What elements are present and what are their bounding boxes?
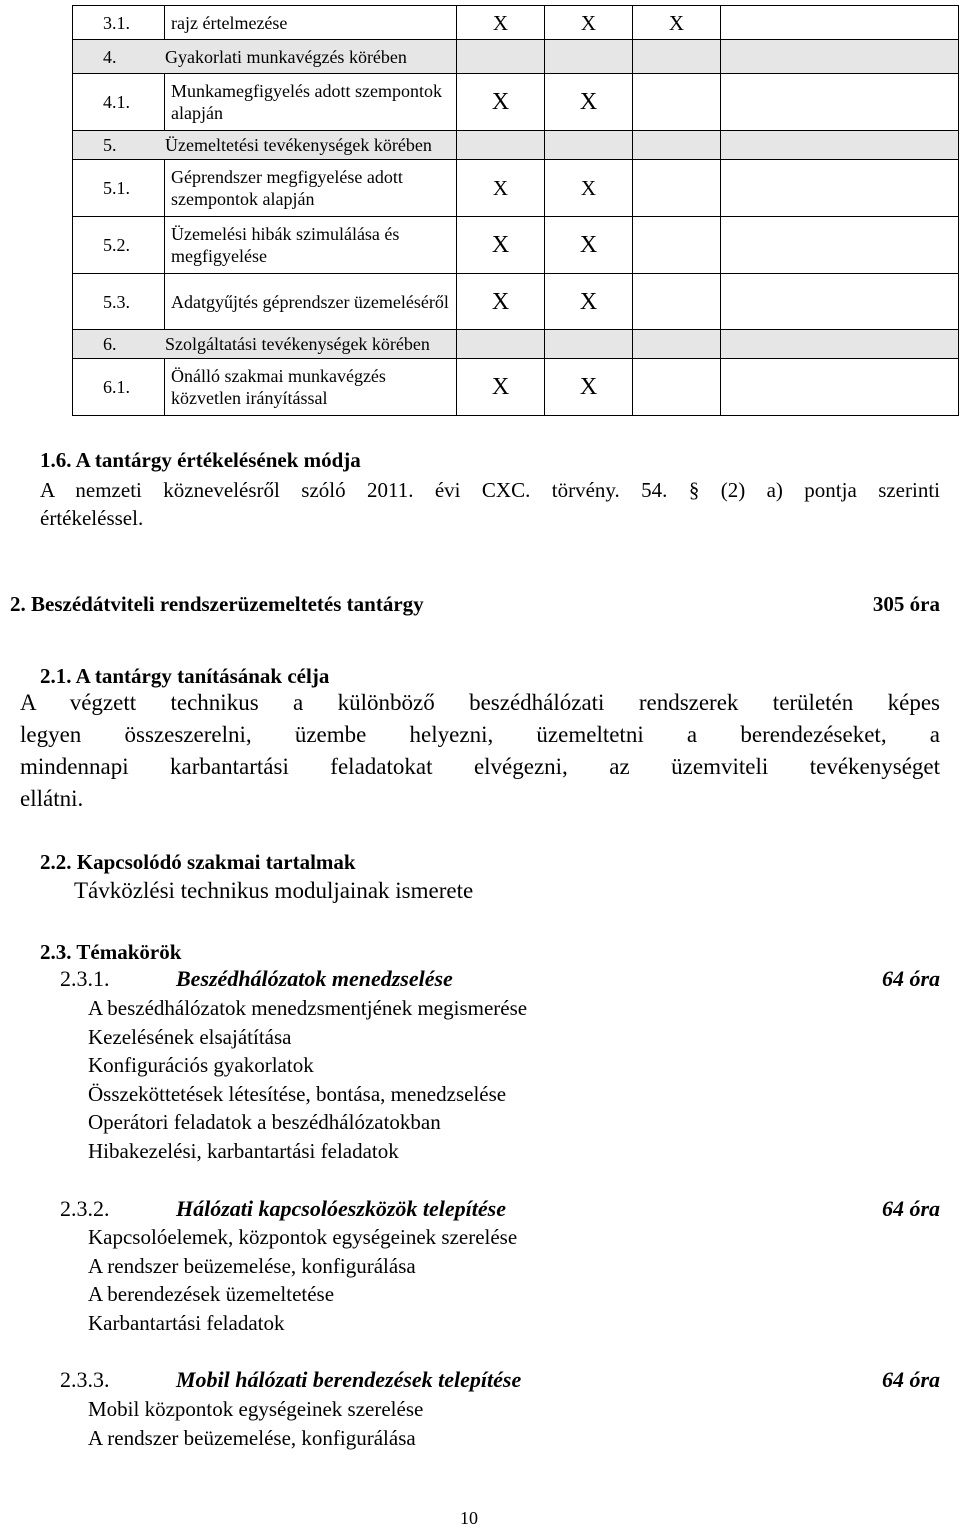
mark-cell <box>633 74 721 131</box>
evaluation-heading: 1.6. A tantárgy értékelésének módja <box>40 448 361 472</box>
table-section-row <box>73 131 959 160</box>
mark-cell <box>721 160 959 217</box>
subject-hours: 305 óra <box>872 592 940 616</box>
list-item: Konfigurációs gyakorlatok <box>88 1053 314 1078</box>
mark-cell <box>633 274 721 330</box>
goal-text-line: A végzett technikus a különböző beszédhálózati rendszerek területén képes <box>20 690 940 715</box>
competency-table <box>72 5 959 416</box>
row-label: Üzemelési hibák szimulálása és megfigyelése <box>165 217 457 274</box>
mark-cell: X <box>457 274 545 330</box>
mark-cell: X <box>545 359 633 416</box>
row-label: Adatgyűjtés géprendszer üzemeléséről <box>165 274 457 330</box>
subject-heading: 2. Beszédátviteli rendszerüzemeltetés tantárgy <box>10 592 424 616</box>
mark-cell <box>721 217 959 274</box>
row-number: 6.1. <box>73 359 165 416</box>
list-item: A berendezések üzemeltetése <box>88 1282 335 1307</box>
topic-items <box>88 1395 423 1452</box>
list-item: Operátori feladatok a beszédhálózatokban <box>88 1110 441 1135</box>
evaluation-text-line: A nemzeti köznevelésről szóló 2011. évi CXC. törvény. 54. § (2) a) pontja szerinti <box>40 478 940 502</box>
mark-cell: X <box>545 217 633 274</box>
topic-title: Hálózati kapcsolóeszközök telepítése <box>176 1196 506 1221</box>
list-item: A rendszer beüzemelése, konfigurálása <box>88 1253 416 1278</box>
mark-cell: X <box>545 74 633 131</box>
section-heading: 6. Szolgáltatási tevékenységek körében <box>73 330 457 359</box>
list-item: A rendszer beüzemelése, konfigurálása <box>88 1425 416 1450</box>
table-row <box>73 359 959 416</box>
mark-cell: X <box>457 359 545 416</box>
topic-items <box>88 994 527 1166</box>
row-label: Géprendszer megfigyelése adott szempontok alapján <box>165 160 457 217</box>
goal-heading: 2.1. A tantárgy tanításának célja <box>40 664 330 688</box>
list-item: Kezelésének elsajátítása <box>88 1024 292 1049</box>
mark-cell <box>721 6 959 40</box>
table-row <box>73 274 959 330</box>
topic-hours: 64 óra <box>881 966 940 991</box>
mark-cell <box>721 274 959 330</box>
topics-heading: 2.3. Témakörök <box>40 940 182 964</box>
related-text: Távközlési technikus moduljainak ismerete <box>74 878 474 903</box>
topic-items <box>88 1223 517 1337</box>
mark-cell <box>721 74 959 131</box>
topic-hours: 64 óra <box>881 1367 940 1392</box>
mark-cell <box>633 359 721 416</box>
list-item: Kapcsolóelemek, központok egységeinek szerelése <box>88 1225 518 1249</box>
goal-text-line: legyen összeszerelni, üzembe helyezni, üzemeltetni a berendezéseket, a <box>20 722 940 747</box>
table-row <box>73 74 959 131</box>
mark-cell <box>721 359 959 416</box>
row-label: Munkamegfigyelés adott szempontok alapján <box>165 74 457 131</box>
related-heading: 2.2. Kapcsolódó szakmai tartalmak <box>40 850 356 874</box>
table-section-row <box>73 330 959 359</box>
row-number: 5.1. <box>73 160 165 217</box>
mark-cell <box>633 160 721 217</box>
list-item: Mobil központok egységeinek szerelése <box>88 1397 424 1421</box>
table-section-row <box>73 40 959 74</box>
topic-number: 2.3.2. <box>60 1196 110 1221</box>
section-heading: 5. Üzemeltetési tevékenységek körében <box>73 131 457 160</box>
table-row <box>73 6 959 40</box>
topic-title: Mobil hálózati berendezések telepítése <box>176 1367 522 1392</box>
row-number: 3.1. <box>73 6 165 40</box>
mark-cell: X <box>457 217 545 274</box>
row-label: rajz értelmezése <box>165 6 457 40</box>
goal-text-line: mindennapi karbantartási feladatokat elvégezni, az üzemviteli tevékenységet <box>20 754 940 779</box>
mark-cell: X <box>457 74 545 131</box>
mark-cell <box>633 217 721 274</box>
list-item: Összeköttetések létesítése, bontása, menedzselése <box>88 1081 507 1106</box>
topic-title: Beszédhálózatok menedzselése <box>176 966 453 991</box>
row-number: 5.2. <box>73 217 165 274</box>
table-row <box>73 160 959 217</box>
row-number: 4.1. <box>73 74 165 131</box>
mark-cell: X <box>633 6 721 40</box>
topic-number: 2.3.1. <box>60 966 110 991</box>
mark-cell: X <box>457 160 545 217</box>
table-row <box>73 217 959 274</box>
mark-cell: X <box>545 274 633 330</box>
section-heading: 4. Gyakorlati munkavégzés körében <box>73 40 457 74</box>
list-item: Karbantartási feladatok <box>88 1310 285 1335</box>
row-number: 5.3. <box>73 274 165 330</box>
mark-cell: X <box>545 160 633 217</box>
list-item: Hibakezelési, karbantartási feladatok <box>88 1138 399 1163</box>
list-item: A beszédhálózatok menedzsmentjének megismerése <box>88 996 528 1020</box>
goal-text-line: ellátni. <box>20 786 84 811</box>
topic-hours: 64 óra <box>881 1196 940 1221</box>
row-label: Önálló szakmai munkavégzés közvetlen irányítással <box>165 359 457 416</box>
evaluation-text-line: értékeléssel. <box>40 506 144 530</box>
mark-cell: X <box>457 6 545 40</box>
page-number: 10 <box>460 1508 478 1528</box>
mark-cell: X <box>545 6 633 40</box>
topic-number: 2.3.3. <box>60 1367 110 1392</box>
